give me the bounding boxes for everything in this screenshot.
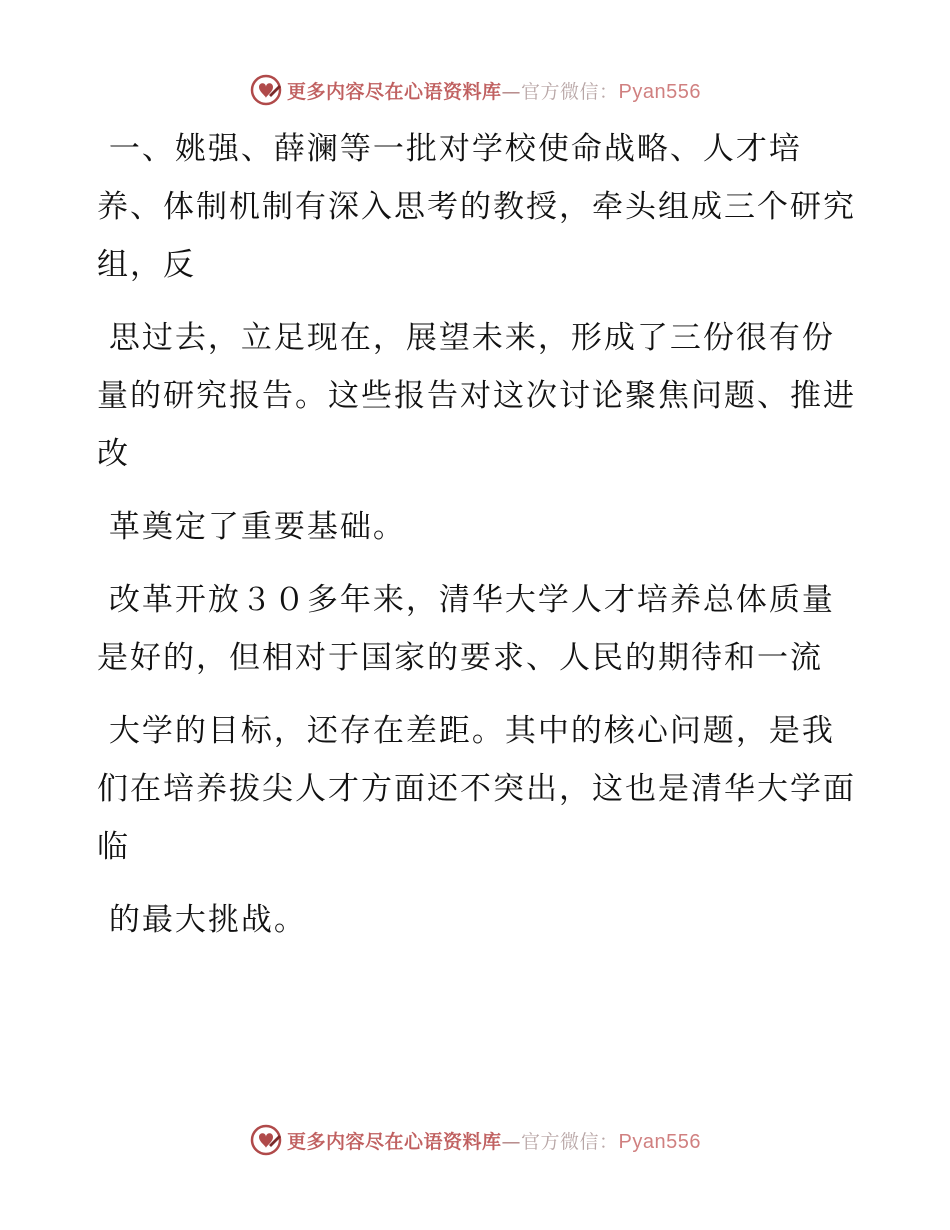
header-banner-text [287,77,701,104]
wechat-id: Pyan556 [618,1130,701,1153]
heart-pen-logo-icon [249,73,283,107]
site-name: 更多内容尽在心语资料库 [287,80,502,103]
paragraph: 的最大挑战。 [97,902,307,938]
site-name: 更多内容尽在心语资料库 [287,1130,502,1153]
paragraph: 大学的目标，还存在差距。其中的核心问题，是我们在培养拔尖人才方面还不突出，这也是清华大学面临 [97,713,856,865]
banner-dash: — [501,1130,522,1153]
footer-banner-content [249,1123,701,1157]
header-banner-content [249,73,701,107]
footer-banner [0,1120,950,1160]
wechat-id: Pyan556 [618,80,701,103]
heart-pen-logo-icon [249,1123,283,1157]
paragraph: 改革开放３０多年来，清华大学人才培养总体质量是好的，但相对于国家的要求、人民的期待和一流 [97,582,835,676]
footer-banner-text [287,1127,701,1154]
document-body [97,120,857,964]
wechat-label: 官方微信： [521,80,619,103]
banner-dash: — [501,80,522,103]
header-banner [0,70,950,110]
wechat-label: 官方微信： [521,1130,619,1153]
paragraph: 一、姚强、薛澜等一批对学校使命战略、人才培养、体制机制有深入思考的教授，牵头组成三个研究组，反 [97,131,856,283]
paragraph: 革奠定了重要基础。 [97,509,406,545]
paragraph: 思过去，立足现在，展望未来，形成了三份很有份量的研究报告。这些报告对这次讨论聚焦问题、推进改 [97,320,856,472]
